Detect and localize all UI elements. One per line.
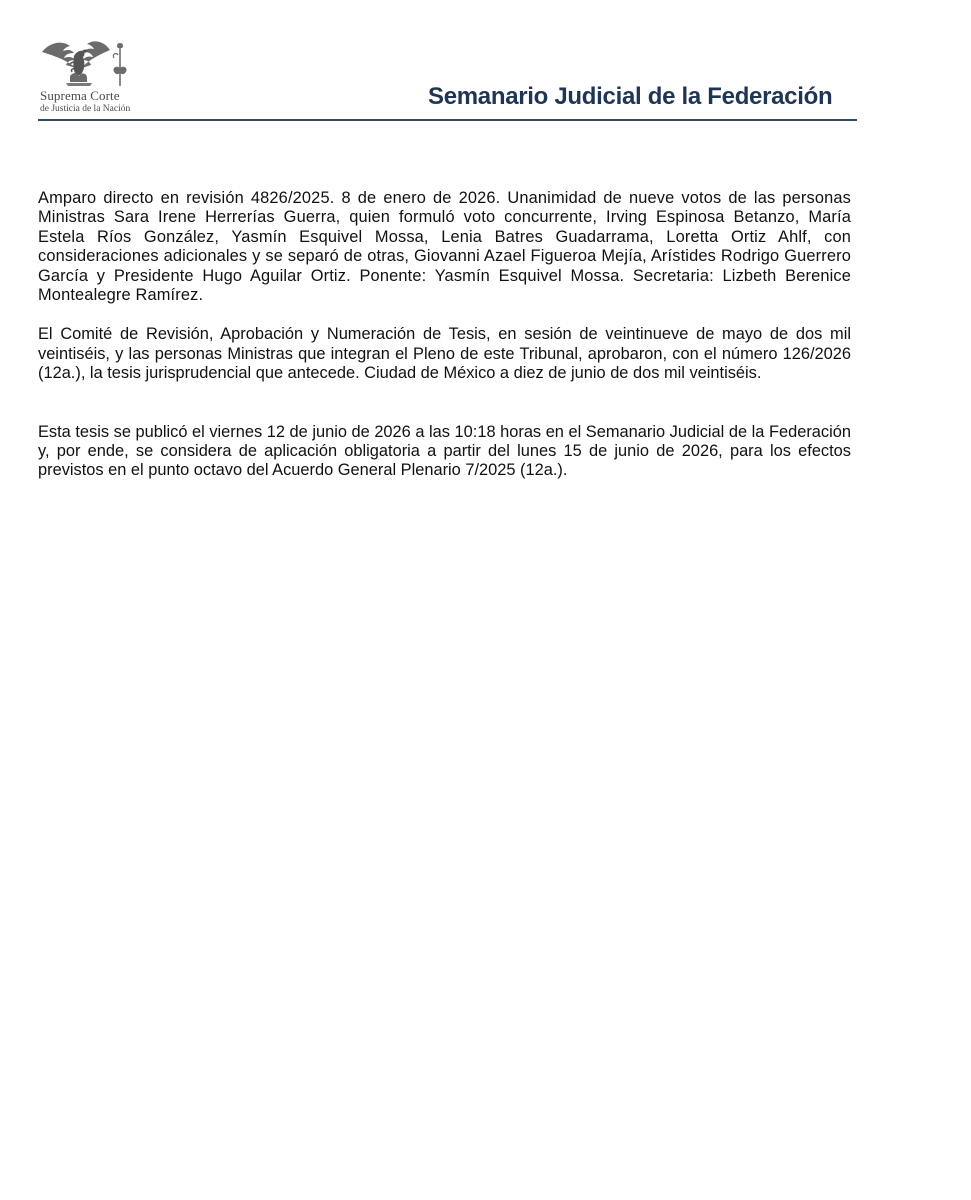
logo-wordmark-line2: de Justicia de la Nación — [40, 104, 131, 114]
approval-paragraph: El Comité de Revisión, Aprobación y Numeración de Tesis, en sesión de veintinueve de mayo de dos mil veintiséis, y las personas Ministras que integran el Pleno de este Tribunal, aprobaron, con el número 126/2026 (12a.), la tesis jurisprudencial que antecede. Ciudad de México a diez de junio de dos mil veintiséis. — [38, 325, 851, 383]
logo-wordmark-line1: Suprema Corte — [40, 88, 120, 103]
eagle-emblem-icon — [40, 38, 134, 90]
header-divider — [38, 119, 857, 121]
case-details-paragraph: Amparo directo en revisión 4826/2025. 8 de enero de 2026. Unanimidad de nueve votos de las personas Ministras Sara Irene Herrerías Guerra, quien formuló voto concurrente, Irving Espinosa Betanzo, María Estela Ríos González, Yasmín Esquivel Mossa, Lenia Batres Guadarrama, Loretta Ortiz Ahlf, con consideraciones adicionales y se separó de otras, Giovanni Azael Figueroa Mejía, Arístides Rodrigo Guerrero García y Presidente Hugo Aguilar Ortiz. Ponente: Yasmín Esquivel Mossa. Secretaria: Lizbeth Berenice Montealegre Ramírez. — [38, 189, 851, 305]
document-body — [38, 189, 851, 481]
institution-logo — [38, 36, 148, 118]
document-header — [38, 36, 857, 122]
publication-notice-paragraph: Esta tesis se publicó el viernes 12 de junio de 2026 a las 10:18 horas en el Semanario Judicial de la Federación y, por ende, se considera de aplicación obligatoria a partir del lunes 15 de junio de 2026, para los efectos previstos en el punto octavo del Acuerdo General Plenario 7/2025 (12a.). — [38, 422, 851, 480]
publication-title: Semanario Judicial de la Federación — [428, 83, 833, 110]
